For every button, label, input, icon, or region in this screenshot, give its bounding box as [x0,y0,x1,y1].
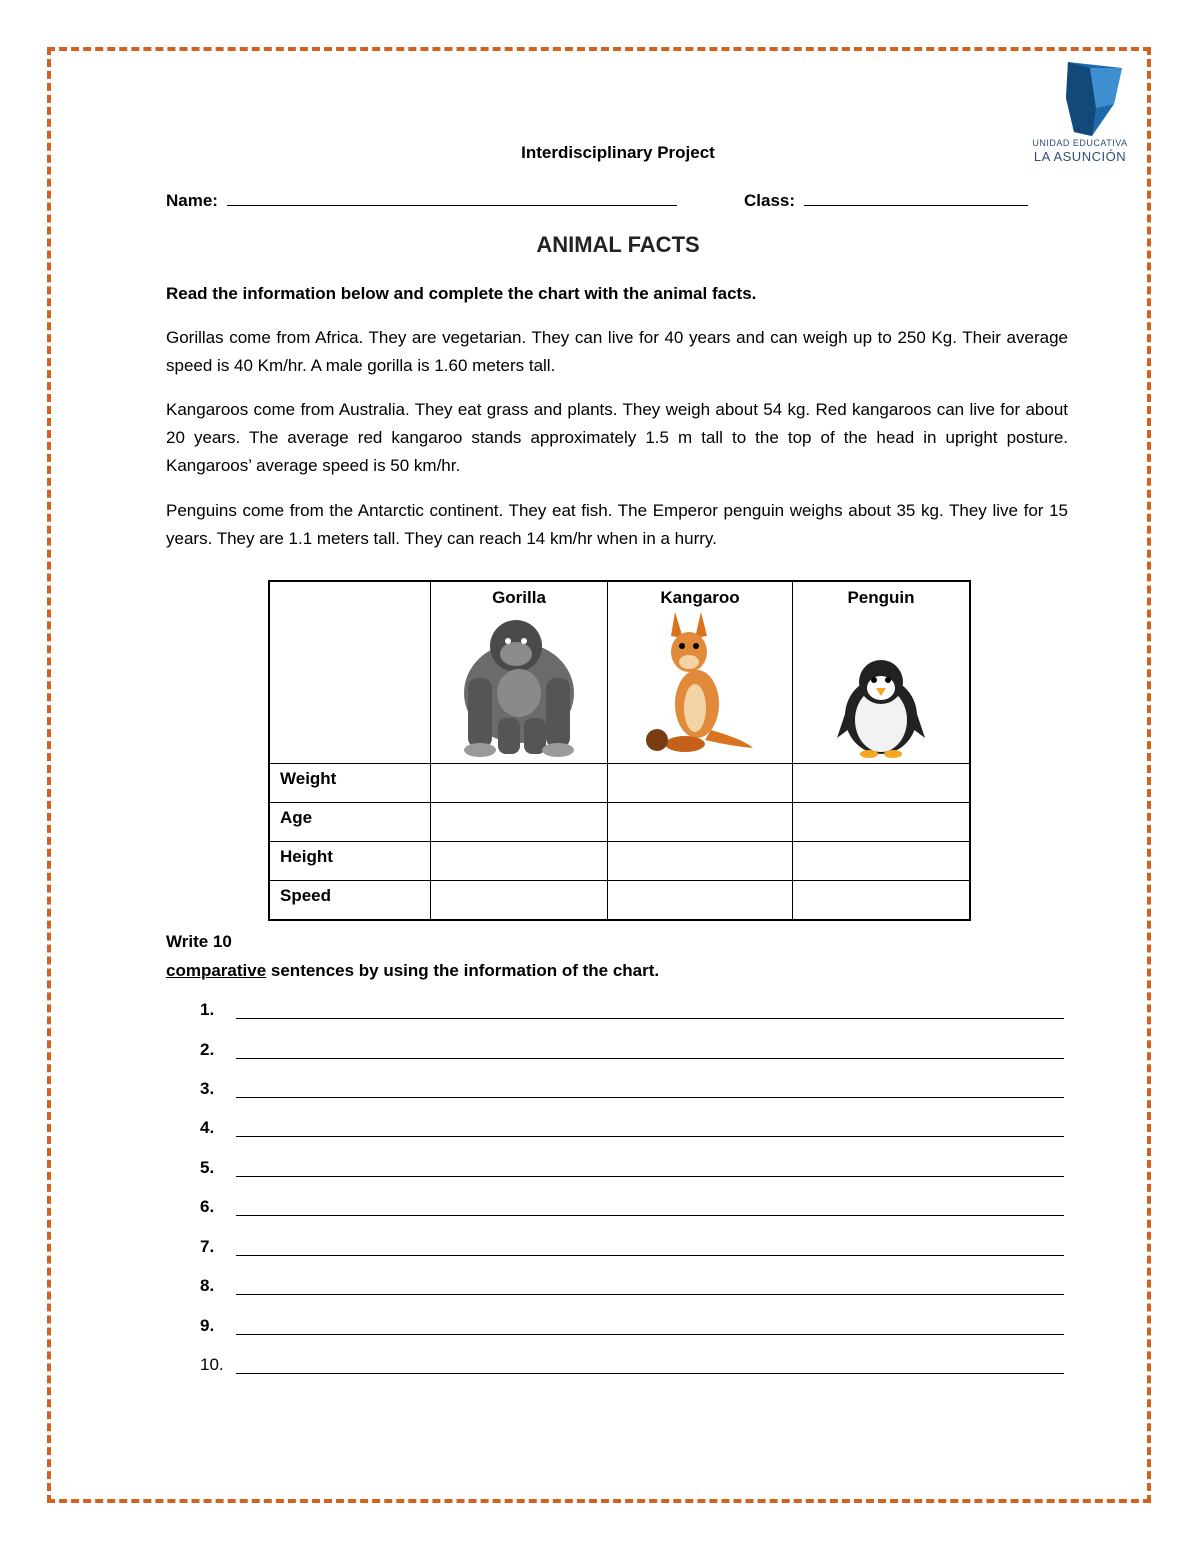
kangaroo-paragraph: Kangaroos come from Australia. They eat grass and plants. They weigh about 54 kg. Red kangaroos can live for about 20 years. The average red kangaroo stands approximately 1.5 m tall to the top of the head in upright posture. Kangaroos’ average speed is 50 km/hr. [166,400,1068,475]
answer-line-8[interactable] [200,1276,1064,1300]
gorilla-weight-cell[interactable] [431,764,608,803]
kangaroo-height-cell[interactable] [608,842,793,881]
kangaroo-icon [645,608,755,758]
table-row [269,881,970,921]
class-label: Class: [744,191,796,210]
penguin-height-cell[interactable] [793,842,971,881]
writing-instruction-rest: sentences by using the information of the chart. [266,961,660,980]
penguin-age-cell[interactable] [793,803,971,842]
answer-line-6[interactable] [200,1197,1064,1221]
writing-instruction-line-1: Write 10 [166,932,232,951]
writing-instruction [166,927,659,985]
answer-line-1[interactable] [200,1000,1064,1024]
table-row [269,842,970,881]
logo-text-line-1: UNIDAD EDUCATIVA [1032,138,1128,148]
answer-line[interactable] [236,1215,1064,1216]
gorilla-age-cell[interactable] [431,803,608,842]
answer-line-9[interactable] [200,1316,1064,1340]
row-label-text: Speed [280,886,332,905]
table-row [269,764,970,803]
penguin-column-header [793,581,971,764]
answer-line[interactable] [236,1136,1064,1137]
kangaroo-age-cell[interactable] [608,803,793,842]
comparative-word: comparative [166,961,267,980]
kangaroo-column-header [608,581,793,764]
name-field[interactable] [166,188,677,211]
answer-line[interactable] [236,1058,1064,1059]
answer-number: 3. [200,1079,215,1098]
row-label-weight [269,764,431,803]
answer-number: 4. [200,1118,215,1137]
answer-line-5[interactable] [200,1158,1064,1182]
name-line[interactable] [227,188,677,206]
row-label-age [269,803,431,842]
kangaroo-label: Kangaroo [660,588,740,607]
kangaroo-weight-cell[interactable] [608,764,793,803]
row-label-text: Height [280,847,333,866]
gorilla-paragraph: Gorillas come from Africa. They are vegetarian. They can live for 40 years and can weigh up to 250 Kg. Their average speed is 40 Km/hr. A male gorilla is 1.60 meters tall. [166,328,1068,375]
answer-line[interactable] [236,1176,1064,1177]
answer-line[interactable] [236,1255,1064,1256]
answer-line-7[interactable] [200,1237,1064,1261]
gorilla-speed-cell[interactable] [431,881,608,921]
gorilla-icon [454,608,584,758]
penguin-paragraph: Penguins come from the Antarctic continent. They eat fish. The Emperor penguin weighs about 35 kg. They live for 15 years. They are 1.1 meters tall. They can reach 14 km/hr when in a hurry. [166,501,1068,548]
worksheet-heading: ANIMAL FACTS [536,232,700,257]
penguin-weight-cell[interactable] [793,764,971,803]
row-label-text: Age [280,808,313,827]
gorilla-label: Gorilla [492,588,546,607]
answer-line[interactable] [236,1294,1064,1295]
penguin-speed-cell[interactable] [793,881,971,921]
penguin-icon [831,608,931,758]
name-label: Name: [166,191,218,210]
answer-number: 5. [200,1158,215,1177]
row-label-text: Weight [280,769,337,788]
answer-line-10[interactable] [200,1355,1064,1379]
answer-line[interactable] [236,1373,1064,1374]
writing-instruction-line-2 [166,956,659,985]
answer-line-4[interactable] [200,1118,1064,1142]
answer-number: 1. [200,1000,215,1019]
answer-line[interactable] [236,1097,1064,1098]
instruction-text: Read the information below and complete the chart with the animal facts. [166,284,757,303]
answer-line[interactable] [236,1334,1064,1335]
answer-number: 2. [200,1040,215,1059]
gorilla-column-header [431,581,608,764]
penguin-label: Penguin [847,588,915,607]
gorilla-height-cell[interactable] [431,842,608,881]
answer-line-3[interactable] [200,1079,1064,1103]
answer-line-2[interactable] [200,1040,1064,1064]
project-title: Interdisciplinary Project [521,143,715,162]
kangaroo-speed-cell[interactable] [608,881,793,921]
table-corner-cell [269,581,431,764]
class-line[interactable] [804,188,1028,206]
logo-text-line-2: LA ASUNCIÓN [1033,149,1127,164]
answer-number: 9. [200,1316,215,1335]
answer-number: 7. [200,1237,215,1256]
answer-number: 10. [200,1355,224,1374]
class-field[interactable] [744,188,1028,211]
table-header-row [269,581,970,764]
answer-number: 6. [200,1197,215,1216]
row-label-speed [269,881,431,921]
animal-facts-table [268,580,971,921]
answer-number: 8. [200,1276,215,1295]
table-row [269,803,970,842]
row-label-height [269,842,431,881]
answer-line[interactable] [236,1018,1064,1019]
